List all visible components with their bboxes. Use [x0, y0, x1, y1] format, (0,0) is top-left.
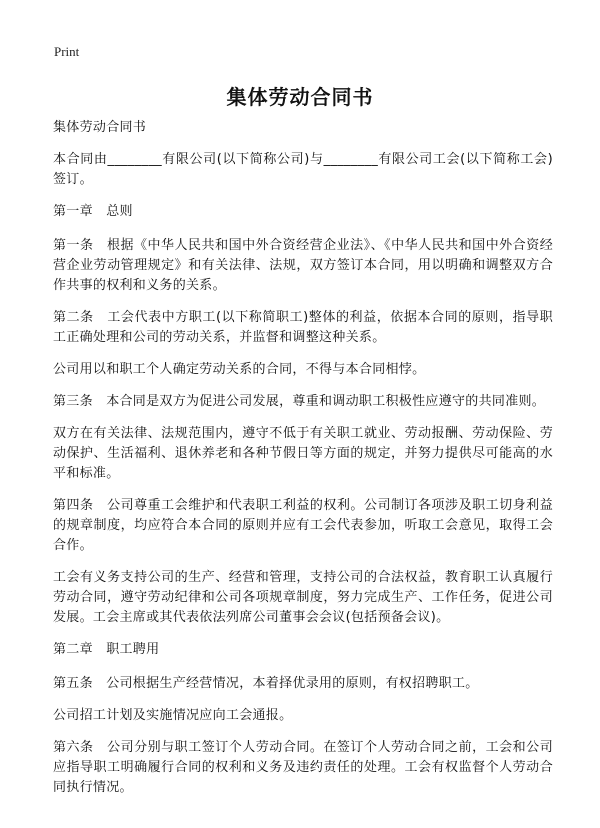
document-title: 集体劳动合同书 [226, 85, 374, 109]
body-paragraph: 公司用以和职工个人确定劳动关系的合同，不得与本合同相悖。 [53, 362, 426, 377]
article-paragraph: 第六条 公司分别与职工签订个人劳动合同。在签订个人劳动合同之前，工会和公司应指导职工明确履行合同的权利和义务及违约责任的处理。工会有权监督个人劳动合同执行情况。 [53, 740, 553, 795]
body-paragraph: 工会有义务支持公司的生产、经营和管理，支持公司的合法权益，教育职工认真履行劳动合同，遵守劳动纪律和公司各项规章制度，努力完成生产、工作任务，促进公司发展。工会主席或其代表依法列席公司董事会会议(包括预备会议)。 [53, 570, 553, 625]
article-paragraph: 第一条 根据《中华人民共和国中外合资经营企业法》、《中华人民共和国中外合资经营企业劳动管理规定》和有关法律、法规，双方签订本合同，用以明确和调整双方合作共事的权利和义务的关系。 [53, 238, 553, 293]
body-paragraph: 公司招工计划及实施情况应向工会通报。 [53, 708, 293, 723]
document-body [53, 118, 553, 810]
article-paragraph: 第五条 公司根据生产经营情况，本着择优录用的原则，有权招聘职工。 [53, 676, 479, 691]
print-link[interactable]: Print [54, 44, 80, 59]
article-paragraph: 第四条 公司尊重工会维护和代表职工利益的权利。公司制订各项涉及职工切身利益的规章制度，均应符合本合同的原则并应有工会代表参加，听取工会意见，取得工会合作。 [53, 498, 553, 553]
article-paragraph: 第二条 工会代表中方职工(以下称简职工)整体的利益，依据本合同的原则，指导职工正确处理和公司的劳动关系，并监督和调整这种关系。 [53, 310, 553, 345]
article-paragraph: 第三条 本合同是双方为促进公司发展，尊重和调动职工积极性应遵守的共同准则。 [53, 394, 546, 409]
chapter-heading: 第二章 职工聘用 [53, 642, 160, 657]
chapter-heading: 第一章 总则 [53, 204, 133, 219]
contract-parties-paragraph: 本合同由________有限公司(以下简称公司)与________有限公司工会(以下简称工会)签订。 [53, 152, 553, 187]
body-paragraph: 双方在有关法律、法规范围内，遵守不低于有关职工就业、劳动报酬、劳动保险、劳动保护、生活福利、退休养老和各种节假日等方面的规定，并努力提供尽可能高的水平和标准。 [53, 426, 553, 481]
subtitle-paragraph: 集体劳动合同书 [53, 120, 147, 135]
